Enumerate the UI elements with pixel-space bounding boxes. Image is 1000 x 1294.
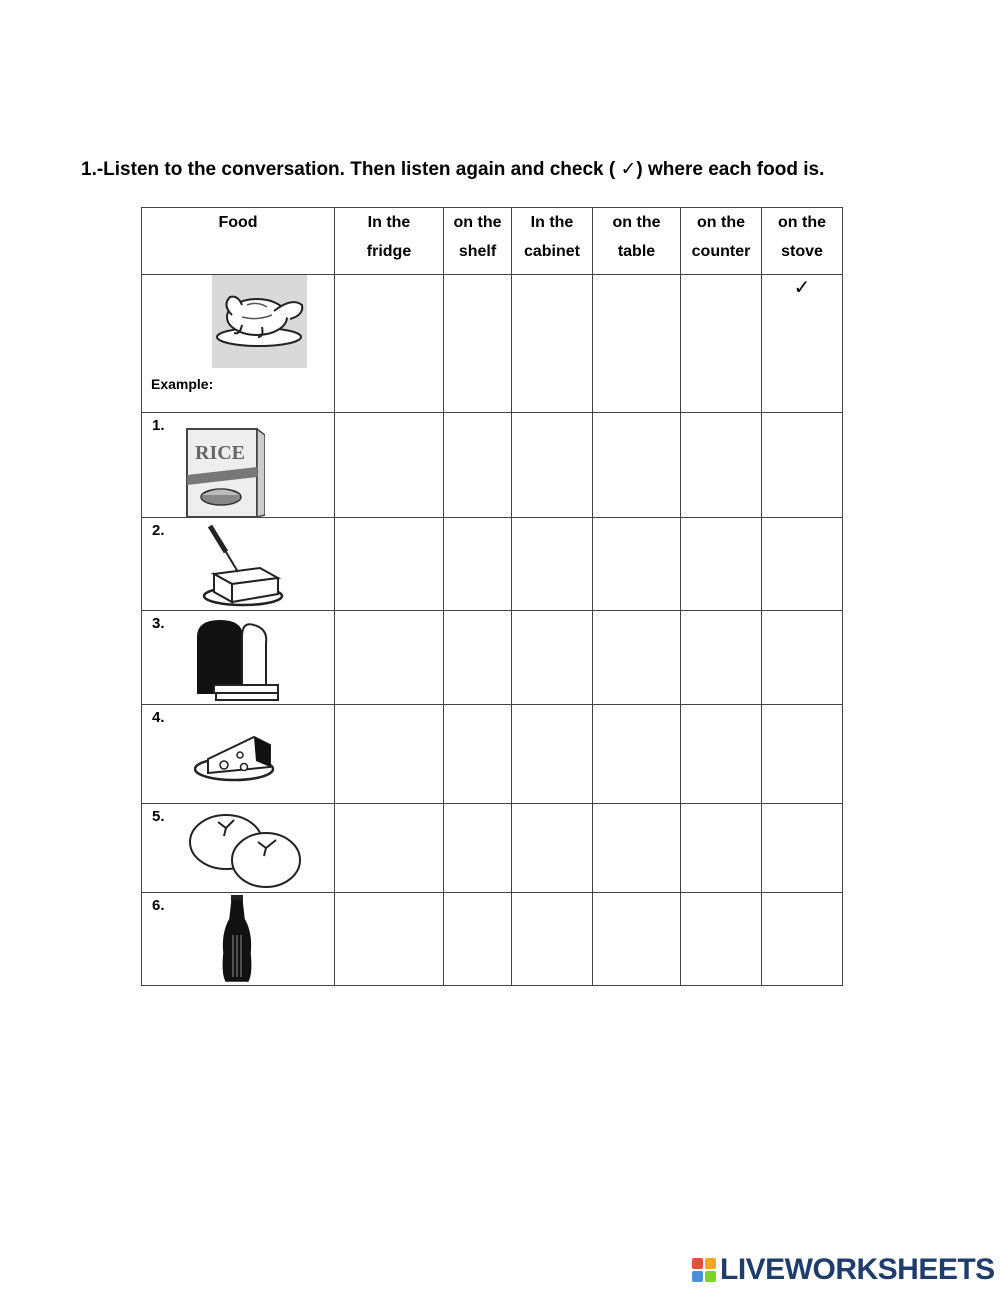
- answer-cell[interactable]: [444, 275, 512, 413]
- logo-blocks-icon: [692, 1258, 716, 1282]
- bread-icon: [194, 615, 284, 708]
- answer-cell[interactable]: [444, 518, 512, 611]
- answer-cell[interactable]: [593, 611, 681, 705]
- answer-cell[interactable]: [681, 275, 762, 413]
- food-cell-3: [142, 611, 335, 705]
- roast-chicken-icon: [212, 275, 307, 368]
- answer-cell[interactable]: [335, 518, 444, 611]
- answer-cell[interactable]: [444, 705, 512, 804]
- food-cell-example: [142, 275, 335, 413]
- row-number: 2.: [152, 522, 165, 539]
- butter-icon: [202, 524, 288, 613]
- answer-cell[interactable]: [762, 804, 843, 893]
- answer-cell[interactable]: [335, 893, 444, 986]
- table-row: [142, 611, 843, 705]
- row-number: 1.: [152, 417, 165, 434]
- answer-cell[interactable]: [512, 804, 593, 893]
- header-counter: on the counter: [681, 208, 762, 275]
- row-number: 5.: [152, 808, 165, 825]
- header-row: [142, 208, 843, 275]
- answer-cell[interactable]: [444, 413, 512, 518]
- table-row-example: [142, 275, 843, 413]
- table-row: [142, 893, 843, 986]
- answer-cell[interactable]: [512, 611, 593, 705]
- answer-cell[interactable]: [335, 275, 444, 413]
- answer-cell[interactable]: [681, 893, 762, 986]
- table-row: [142, 518, 843, 611]
- table-row: [142, 804, 843, 893]
- row-number: 6.: [152, 897, 165, 914]
- food-cell-5: [142, 804, 335, 893]
- answer-cell-stove-example[interactable]: [762, 275, 843, 413]
- answer-cell[interactable]: [512, 413, 593, 518]
- header-cabinet: In the cabinet: [512, 208, 593, 275]
- answer-cell[interactable]: [593, 893, 681, 986]
- food-location-table: [141, 207, 843, 986]
- answer-cell[interactable]: [762, 705, 843, 804]
- answer-cell[interactable]: [762, 893, 843, 986]
- food-cell-1: [142, 413, 335, 518]
- answer-cell[interactable]: [512, 893, 593, 986]
- soda-bottle-icon: [220, 893, 254, 990]
- rice-box-icon: [185, 427, 265, 524]
- answer-cell[interactable]: [593, 804, 681, 893]
- header-food: Food: [142, 208, 335, 275]
- table-row: [142, 705, 843, 804]
- answer-cell[interactable]: [335, 804, 444, 893]
- answer-cell[interactable]: [762, 413, 843, 518]
- answer-cell[interactable]: [512, 518, 593, 611]
- example-label: Example:: [151, 376, 214, 392]
- answer-cell[interactable]: [762, 611, 843, 705]
- answer-cell[interactable]: [512, 705, 593, 804]
- instruction-text: 1.-Listen to the conversation. Then listen again and check ( ✓) where each food is.: [81, 159, 825, 180]
- answer-cell[interactable]: [512, 275, 593, 413]
- row-number: 4.: [152, 709, 165, 726]
- answer-cell[interactable]: [593, 518, 681, 611]
- answer-cell[interactable]: [762, 518, 843, 611]
- answer-cell[interactable]: [444, 804, 512, 893]
- food-cell-6: [142, 893, 335, 986]
- cheese-icon: [194, 731, 278, 788]
- header-table: on the table: [593, 208, 681, 275]
- answer-cell[interactable]: [681, 611, 762, 705]
- answer-cell[interactable]: [681, 518, 762, 611]
- header-shelf: on the shelf: [444, 208, 512, 275]
- answer-cell[interactable]: [444, 611, 512, 705]
- answer-cell[interactable]: [335, 611, 444, 705]
- answer-cell[interactable]: [335, 705, 444, 804]
- answer-cell[interactable]: [335, 413, 444, 518]
- answer-cell[interactable]: [681, 804, 762, 893]
- food-cell-2: [142, 518, 335, 611]
- liveworksheets-logo: [692, 1255, 995, 1285]
- header-fridge: In the fridge: [335, 208, 444, 275]
- answer-cell[interactable]: [593, 275, 681, 413]
- answer-cell[interactable]: [444, 893, 512, 986]
- tomatoes-icon: [188, 812, 304, 895]
- answer-cell[interactable]: [593, 413, 681, 518]
- food-cell-4: [142, 705, 335, 804]
- answer-cell[interactable]: [593, 705, 681, 804]
- header-stove: on the stove: [762, 208, 843, 275]
- answer-cell[interactable]: [681, 413, 762, 518]
- table-row: [142, 413, 843, 518]
- brand-name: LIVEWORKSHEETS: [720, 1253, 995, 1286]
- answer-cell[interactable]: [681, 705, 762, 804]
- svg-text:RICE: RICE: [195, 442, 246, 464]
- check-mark: ✓: [793, 277, 811, 299]
- row-number: 3.: [152, 615, 165, 632]
